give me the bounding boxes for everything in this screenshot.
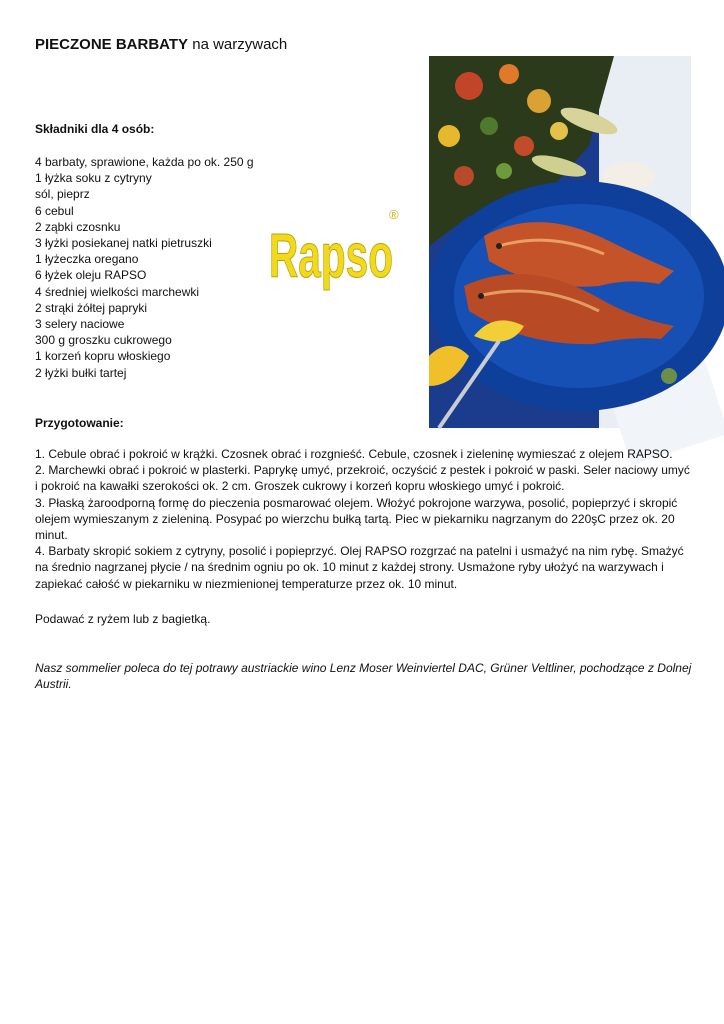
wine-recommendation: Nasz sommelier poleca do tej potrawy austriackie wino Lenz Moser Weinviertel DAC, Grüner Veltliner, pochodzące z Dolnej Austrii. [35, 661, 692, 692]
ingredient-item: 1 łyżeczka oregano [35, 252, 139, 267]
ingredient-item: 4 barbaty, sprawione, każda po ok. 250 g [35, 155, 254, 169]
ingredients-list [35, 154, 254, 381]
ingredient-item: 1 korzeń kopru włoskiego [35, 349, 171, 364]
ingredient-item: 2 łyżki bułki tartej [35, 365, 127, 380]
preparation-step: 1. Cebule obrać i pokroić w krążki. Czosnek obrać i rozgnieść. Cebule, czosnek i zieleninę wymieszać z olejem RAPSO. [35, 447, 673, 461]
rapso-logo [268, 203, 403, 291]
preparation-steps [35, 446, 695, 592]
ingredient-item: 3 selery naciowe [35, 317, 125, 332]
serving-suggestion: Podawać z ryżem lub z bagietką. [35, 612, 211, 626]
ingredients-heading: Składniki dla 4 osób: [35, 122, 155, 136]
ingredient-item: 6 łyżek oleju RAPSO [35, 268, 147, 283]
ingredient-item: sól, pieprz [35, 187, 90, 202]
ingredient-item: 1 łyżka soku z cytryny [35, 171, 152, 186]
recipe-title-rest: na warzywach [188, 36, 288, 53]
preparation-step: 4. Barbaty skropić sokiem z cytryny, posolić i popieprzyć. Olej RAPSO rozgrzać na patelni i usmażyć na nim rybę. Smażyć na średnio nagrzanej płycie / na średnim ogniu po ok. 10 minut z każdej strony. Usmażone ryby ułożyć na warzywach i zapiekać całość w piekarniku w niezmienionej temperaturze przez ok. 10 minut. [35, 544, 684, 591]
ingredient-item: 2 strąki żółtej papryki [35, 300, 148, 315]
rapso-logo-text: Rapso [269, 222, 393, 291]
rapso-registered-mark: ® [389, 207, 399, 222]
ingredient-item: 300 g groszku cukrowego [35, 333, 172, 348]
preparation-step: 3. Płaską żaroodporną formę do pieczenia posmarować olejem. Włożyć pokrojone warzywa, posolić, popieprzyć i skropić olejem wymieszanym z zieleniną. Posypać po wierzchu bułką tartą. Piec w piekarniku nagrzanym do 220şC przez ok. 20 minut. [35, 495, 678, 543]
preparation-heading: Przygotowanie: [35, 416, 124, 430]
recipe-title [35, 36, 287, 53]
fish-dish-photo [429, 56, 691, 428]
ingredient-item: 4 średniej wielkości marchewki [35, 284, 200, 299]
ingredient-item: 2 ząbki czosnku [35, 219, 121, 234]
ingredient-item: 3 łyżki posiekanej natki pietruszki [35, 236, 212, 251]
preparation-step: 2. Marchewki obrać i pokroić w plasterki. Paprykę umyć, przekroić, oczyścić z pestek i pokroić w paski. Seler naciowy umyć i pokroić na kawałki szerokości ok. 2 cm. Groszek cukrowy i korzeń kopru włoskiego umyć i pokroić. [35, 463, 690, 494]
ingredient-item: 6 cebul [35, 203, 74, 218]
recipe-title-bold: PIECZONE BARBATY [35, 36, 189, 53]
